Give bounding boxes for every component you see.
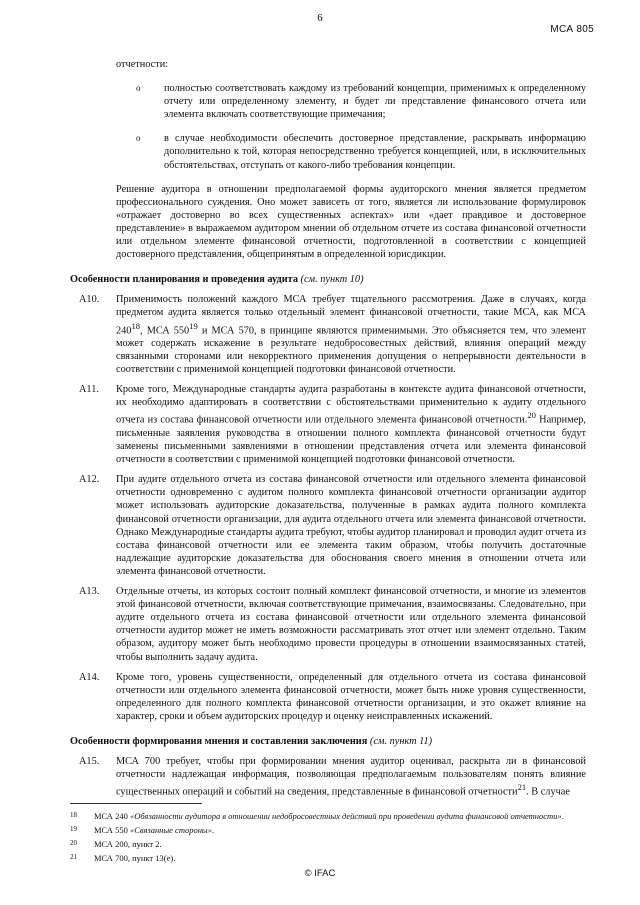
section-heading-opinion [70, 735, 586, 748]
bullet-marker: o [136, 133, 141, 144]
footnote [70, 838, 590, 850]
paragraph-number: A12. [79, 474, 100, 486]
paragraph-a14 [79, 671, 586, 723]
footnote-number: 20 [70, 839, 77, 847]
paragraph-text: Кроме того, уровень существенности, определенный для отдельного отчета из состава финансовой отчетности или отдельного элемента финансовой отчетности, может быть ниже уровня существенности, определенного для полного комплекта финансовой отчетности организации, и это окажет влияние на характер, сроки и объем аудиторских процедур и оценку неисправленных искажений. [116, 671, 586, 722]
footnote-ref[interactable]: 21 [517, 782, 527, 793]
bullet-item [136, 82, 586, 121]
footnote-text: МСА 550 [94, 825, 130, 835]
paragraph-number: A11. [79, 384, 99, 396]
footnote-title: «Связанные стороны» [129, 825, 212, 835]
footnote-title: «Обязанности аудитора в отношении недобросовестных действий при проведении аудита финансовой отчетности» [129, 811, 562, 821]
page-body [70, 58, 586, 806]
footnote-text: МСА 200, пункт 2. [94, 839, 162, 849]
footnote-text: . [211, 825, 215, 835]
footnote-number: 18 [70, 811, 77, 819]
paragraph-text: Кроме того, Международные стандарты аудита разработаны в контексте аудита финансовой отчетности, их необходимо адаптировать в соответствии с обстоятельствами применительно к аудиту отдельного отчета из состава финансовой отчетности или отдельного элемента финансовой отчетности. [116, 384, 586, 426]
footnote-ref[interactable]: 20 [527, 410, 536, 421]
paragraph-a11 [79, 383, 586, 466]
footnotes [70, 810, 590, 866]
footnote-number: 21 [70, 853, 77, 861]
intro-lead: отчетности: [116, 59, 169, 70]
paragraph-text: . В случае [526, 786, 570, 798]
footnote-text: . [561, 811, 564, 821]
section-heading-planning [70, 273, 586, 286]
footnote [70, 824, 590, 836]
section-reference: (см. пункт 10) [300, 274, 364, 286]
paragraph-number: A14. [79, 671, 100, 683]
paragraph-text: МСА 700 требует, чтобы при формировании мнения аудитор оценивал, раскрыта ли в финансовой отчетности надлежащая информация, позволяющая предполагаемым пользователям понять влияние существенных операций и событий на сведения, представленные в финансовой отчетности [116, 756, 586, 798]
page-number: 6 [317, 12, 323, 24]
section-title: Особенности формирования мнения и составления заключения [70, 735, 368, 747]
section-title: Особенности планирования и проведения аудита [70, 274, 298, 286]
bullet-marker: o [136, 83, 141, 94]
paragraph-number: A15. [79, 756, 100, 768]
paragraph-a12 [79, 473, 586, 578]
paragraph-text: и МСА 570, в принципе являются применимыми. Это объясняется тем, что элемент может содержать искажение в результате недобросовестных действий, влияния операций между связанными сторонами или некорректного применения допущения о непрерывности деятельности в соответствии с применимой концепцией подготовки финансовой отчетности. [116, 324, 587, 376]
footnote [70, 810, 590, 822]
footnote-text: МСА 700, пункт 13(e). [94, 853, 176, 863]
section-reference: (см. пункт 11) [369, 735, 433, 747]
footnote [70, 852, 590, 864]
paragraph-text: Например, письменные заявления руководства в отношении полного комплекта финансовой отчетности будут заменены письменными заявлениями в отношении представления отчета или элемента финансовой отчетности в соответствии с применимой концепцией подготовки финансовой отчетности. [116, 414, 586, 466]
paragraph-a10 [79, 293, 587, 376]
paragraph-text: Отдельные отчеты, из которых состоит полный комплект финансовой отчетности, и многие из элементов этой финансовой отчетности, включая соответствующие примечания, взаимосвязаны. Следовательно, при аудите отдельного отчета из состава финансовой отчетности или отдельного элемента финансовой отчетности аудитор может не иметь возможности рассматривать этот отчет или элемент отдельно. Таким образом, аудитору может быть необходимо провести процедуры в отношении взаимосвязанных статей, чтобы выполнить задачу аудита. [116, 586, 586, 663]
intro-closing-paragraph: Решение аудитора в отношении предполагаемой формы аудиторского мнения является предметом профессионального суждения. Оно может зависеть от того, является ли использование формулировок «отражает достоверно во всех существенных аспектах» или «дает правдивое и достоверное представление» в выражаемом аудитором мнении об отдельном отчете из состава финансовой отчетности или отдельном элементе финансовой отчетности, подготовленной в соответствии с концепцией достоверного представления, общепринятым в определенной юрисдикции. [116, 183, 586, 261]
paragraph-text: При аудите отдельного отчета из состава финансовой отчетности или отдельного элемента финансовой отчетности одновременно с аудитом полного комплекта финансовой отчетности организации аудитор может использовать аудиторские доказательства, полученные в рамках аудита полного комплекта финансовой отчетности организации, для аудита отдельного отчета или элемента финансовой отчетности. Однако Международные стандарты аудита требуют, чтобы аудитор планировал и проводил аудит отчета из состава финансовой отчетности или ее элемента таким образом, чтобы получить достаточные надлежащие аудиторские доказательства для обоснования своего мнения в отношении отчета или элемента финансовой отчетности. [116, 474, 586, 577]
bullet-item [136, 132, 586, 171]
paragraph-number: A13. [79, 586, 100, 598]
footnote-ref[interactable]: 19 [189, 320, 198, 331]
paragraph-text: , МСА 550 [140, 324, 190, 336]
paragraph-text: Применимость положений каждого МСА требует тщательного рассмотрения. Даже в случаях, когда предметом аудита является только отдельный элемент финансовой отчетности, такие МСА, как МСА 240 [116, 294, 586, 336]
copyright-footer: © IFAC [304, 868, 336, 879]
paragraph-a15 [79, 755, 586, 799]
footnote-number: 19 [70, 825, 77, 833]
bullet-text: в случае необходимости обеспечить достоверное представление, раскрывать информацию дополнительно к той, которая непосредственно требуется концепцией, или, в исключительных обстоятельствах, отступать от какого-либо требования концепции. [164, 133, 586, 171]
bullet-text: полностью соответствовать каждому из требований концепции, применимых к определенному отчету или определенному элементу, и будет ли представление финансового отчета или элемента включать соответствующие примечания; [164, 83, 586, 121]
footnote-ref[interactable]: 18 [131, 320, 141, 331]
paragraph-number: A10. [79, 294, 100, 306]
footnote-divider [70, 803, 202, 804]
paragraph-a13 [79, 585, 586, 664]
footnote-text: МСА 240 [94, 811, 130, 821]
document-code: МСА 805 [550, 24, 594, 35]
